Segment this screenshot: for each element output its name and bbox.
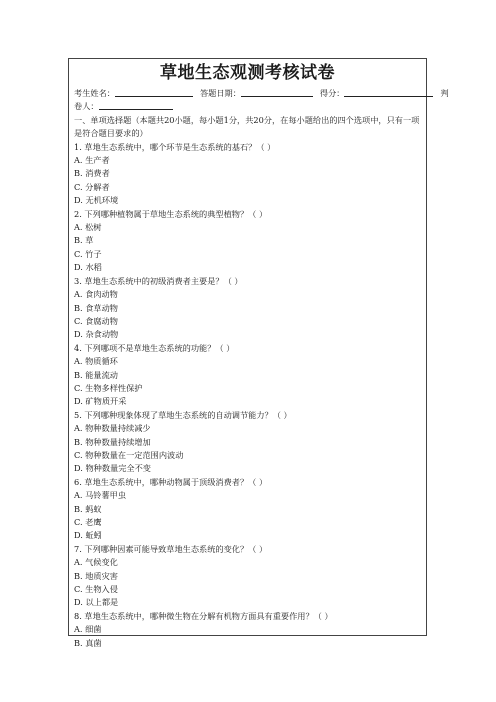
question-2 <box>74 208 424 275</box>
option-d: D. 矿物质开采 <box>74 396 127 407</box>
option-c: C. 分解者 <box>74 181 110 192</box>
grader-blank[interactable] <box>99 100 173 110</box>
question-text: 2. 下列哪种植物属于草地生态系统的典型植物？（ ） <box>74 208 268 219</box>
option-c: C. 竹子 <box>74 248 102 259</box>
question-5 <box>74 409 424 476</box>
option-c: C. 老鹰 <box>74 517 102 527</box>
question-text: 1. 草地生态系统中，哪个环节是生态系统的基石？（ ） <box>74 141 276 152</box>
option-a: A. 气候变化 <box>74 557 118 568</box>
question-8 <box>74 610 424 650</box>
option-b: B. 能量流动 <box>74 369 118 380</box>
score-blank[interactable] <box>344 87 433 97</box>
option-d: D. 水稻 <box>74 262 102 273</box>
candidate-info-row <box>74 87 449 100</box>
grader-label-part2: 卷人： <box>74 101 99 112</box>
option-c: C. 生物多样性保护 <box>74 382 143 393</box>
question-3 <box>74 275 424 342</box>
option-d: D. 无机环境 <box>74 195 119 206</box>
option-b: B. 蚂蚁 <box>74 503 102 514</box>
question-7 <box>74 543 424 610</box>
name-blank[interactable] <box>115 87 193 97</box>
option-b: B. 草 <box>74 235 94 246</box>
option-a: A. 生产者 <box>74 155 110 166</box>
grader-row <box>74 100 424 113</box>
option-d: D. 物种数量完全不变 <box>74 463 151 474</box>
date-blank[interactable] <box>241 87 313 97</box>
option-d: D. 杂食动物 <box>74 329 119 340</box>
question-4 <box>74 342 424 409</box>
question-1 <box>74 141 424 208</box>
question-6 <box>74 476 424 543</box>
exam-title: 草地生态观测考核试卷 <box>160 63 335 83</box>
option-d: D. 蚯蚓 <box>74 530 102 541</box>
option-c: C. 生物入侵 <box>74 584 118 595</box>
option-b: B. 食草动物 <box>74 302 118 313</box>
date-label: 答题日期： <box>199 88 241 98</box>
option-a: A. 物质循环 <box>74 356 118 367</box>
question-text: 4. 下列哪项不是草地生态系统的功能？（ ） <box>74 342 235 353</box>
option-a: A. 马铃薯甲虫 <box>74 490 127 501</box>
score-label: 得分： <box>319 88 345 98</box>
option-a: A. 食肉动物 <box>74 289 118 300</box>
question-text: 6. 草地生态系统中，哪种动物属于顶级消费者？（ ） <box>74 476 268 487</box>
option-b: B. 地质灾害 <box>74 570 118 581</box>
option-c: C. 物种数量在一定范围内波动 <box>74 449 184 460</box>
name-label: 考生姓名： <box>74 88 115 98</box>
option-a: A. 物种数量持续减少 <box>74 423 151 434</box>
question-text: 5. 下列哪种现象体现了草地生态系统的自动调节能力？（ ） <box>74 409 292 420</box>
question-text: 3. 草地生态系统中的初级消费者主要是？（ ） <box>74 275 243 286</box>
question-text: 7. 下列哪种因素可能导致草地生态系统的变化？（ ） <box>74 543 268 554</box>
option-b: B. 物种数量持续增加 <box>74 436 151 447</box>
question-text: 8. 草地生态系统中，哪种微生物在分解有机物方面具有重要作用？（ ） <box>74 610 333 621</box>
option-b: B. 消费者 <box>74 168 110 179</box>
grader-label-part1: 判 <box>440 88 449 98</box>
section-heading: 一、单项选择题（本题共20小题，每小题1分，共20分，在每小题给出的四个选项中，只有一项是符合题目要求的） <box>74 114 420 139</box>
option-a: A. 细菌 <box>74 624 102 635</box>
option-c: C. 食腐动物 <box>74 315 118 326</box>
option-d: D. 以上都是 <box>74 597 119 608</box>
exam-content <box>74 87 449 650</box>
option-b: B. 真菌 <box>74 637 102 648</box>
option-a: A. 松树 <box>74 222 102 233</box>
